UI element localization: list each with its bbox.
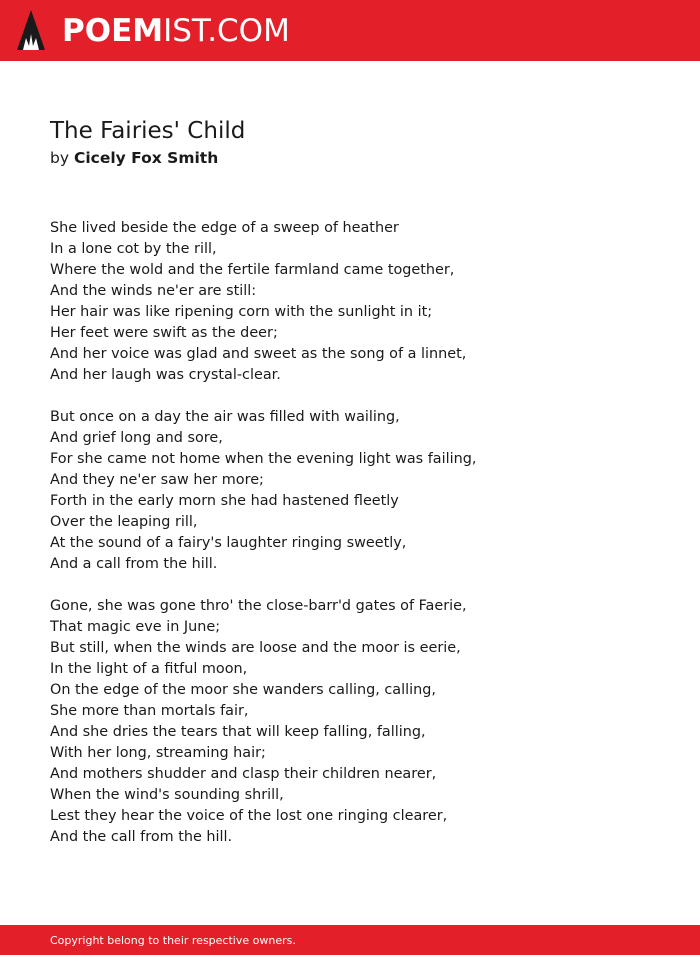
byline-prefix: by — [50, 149, 70, 167]
poem-stanza — [50, 407, 670, 575]
poem-line: And her laugh was crystal-clear. — [50, 367, 281, 383]
poem-line: Over the leaping rill, — [50, 514, 198, 530]
poem-author: Cicely Fox Smith — [73, 149, 219, 167]
poem-line: Where the wold and the fertile farmland came together, — [50, 262, 455, 278]
poem-line: And a call from the hill. — [50, 556, 218, 572]
poem-line: And she dries the tears that will keep falling, falling, — [50, 724, 426, 740]
poem-line: Lest they hear the voice of the lost one ringing clearer, — [50, 808, 448, 824]
poem-line: In the light of a fitful moon, — [50, 661, 248, 677]
poem-line: But once on a day the air was filled with wailing, — [50, 409, 400, 425]
poem-line: And mothers shudder and clasp their children nearer, — [50, 766, 437, 782]
poem-line: In a lone cot by the rill, — [50, 241, 217, 257]
poem-line: At the sound of a fairy's laughter ringing sweetly, — [50, 535, 407, 551]
poem-line: For she came not home when the evening light was failing, — [50, 451, 477, 467]
poem-line: That magic eve in June; — [50, 619, 221, 635]
poem-line: And the call from the hill. — [50, 829, 233, 845]
poem-line: But still, when the winds are loose and the moor is eerie, — [50, 640, 461, 656]
logo-bold-text: POEM — [62, 13, 164, 49]
poem-line: With her long, streaming hair; — [50, 745, 266, 761]
poem-line: And her voice was glad and sweet as the song of a linnet, — [50, 346, 467, 362]
poem-line: She lived beside the edge of a sweep of heather — [50, 220, 399, 236]
site-logo[interactable] — [62, 12, 290, 50]
poem-line: Forth in the early morn she had hastened fleetly — [50, 493, 399, 509]
copyright-notice: Copyright belong to their respective owners. — [50, 934, 296, 947]
poem-body — [50, 218, 670, 869]
poem-byline — [50, 148, 218, 169]
poem-line: And they ne'er saw her more; — [50, 472, 264, 488]
site-footer — [0, 925, 700, 955]
poem-line: Her hair was like ripening corn with the sunlight in it; — [50, 304, 433, 320]
poem-line: On the edge of the moor she wanders calling, calling, — [50, 682, 436, 698]
poem-line: Gone, she was gone thro' the close-barr'd gates of Faerie, — [50, 598, 467, 614]
poem-line: When the wind's sounding shrill, — [50, 787, 284, 803]
poem-line: Her feet were swift as the deer; — [50, 325, 278, 341]
poem-stanza — [50, 218, 670, 386]
logo-light-text: IST.COM — [163, 13, 290, 49]
pencil-tip-icon[interactable] — [17, 10, 45, 52]
site-header — [0, 0, 700, 61]
poem-line: And grief long and sore, — [50, 430, 223, 446]
poem-line: And the winds ne'er are still: — [50, 283, 257, 299]
poem-line: She more than mortals fair, — [50, 703, 249, 719]
poem-title: The Fairies' Child — [50, 118, 246, 144]
poem-stanza — [50, 596, 670, 848]
